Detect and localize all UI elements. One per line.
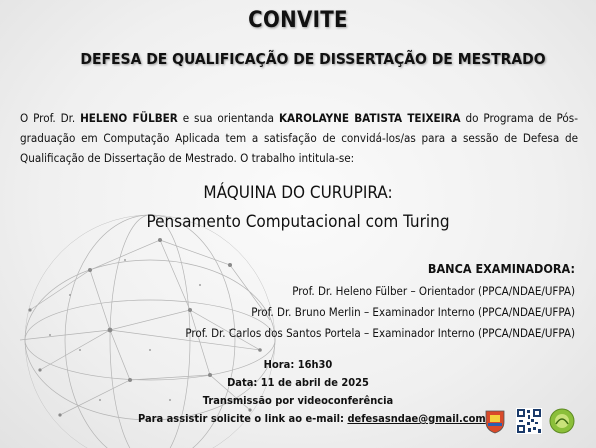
intro-text: O Prof. Dr. bbox=[20, 110, 81, 125]
event-time: Hora: 16h30 bbox=[263, 358, 333, 371]
contact-text: Para assistir solicite o link ao e-mail: bbox=[138, 412, 348, 425]
intro-text: do Programa de Pós-graduação em Computação Aplicada tem a satisfação de convidá-los/as para a sessão de Defesa de Qualificação de Dissertação de Mestrado. O trabalho intitula-se: bbox=[20, 110, 578, 165]
intro-text: e sua orientanda bbox=[177, 110, 279, 125]
work-title-line1: MÁQUINA DO CURUPIRA: bbox=[203, 183, 393, 203]
ndae-seal-icon bbox=[549, 408, 575, 434]
committee-heading: BANCA EXAMINADORA: bbox=[427, 261, 575, 276]
intro-paragraph bbox=[20, 108, 578, 168]
network-globe-illustration bbox=[0, 200, 300, 448]
advisor-name: HELENO FÜLBER bbox=[80, 110, 178, 125]
transmission-note: Transmissão por videoconferência bbox=[202, 394, 394, 407]
event-subtitle: DEFESA DE QUALIFICAÇÃO DE DISSERTAÇÃO DE MESTRADO bbox=[80, 50, 546, 68]
work-title-line2: Pensamento Computacional com Turing bbox=[146, 212, 450, 232]
contact-line bbox=[138, 412, 486, 425]
event-date: Data: 11 de abril de 2025 bbox=[227, 376, 369, 389]
committee-member: Prof. Dr. Bruno Merlin – Examinador Interno (PPCA/NDAE/UFPA) bbox=[251, 305, 575, 319]
invitation-title: CONVITE bbox=[248, 8, 348, 33]
qr-code-icon bbox=[516, 408, 542, 434]
student-name: KAROLAYNE BATISTA TEIXEIRA bbox=[278, 110, 461, 125]
ufpa-crest-icon bbox=[482, 408, 508, 434]
committee-member: Prof. Dr. Carlos dos Santos Portela – Examinador Interno (PPCA/NDAE/UFPA) bbox=[185, 326, 575, 340]
contact-email-link[interactable]: defesasndae@gmail.com bbox=[347, 412, 486, 425]
committee-member: Prof. Dr. Heleno Fülber – Orientador (PPCA/NDAE/UFPA) bbox=[292, 284, 575, 298]
